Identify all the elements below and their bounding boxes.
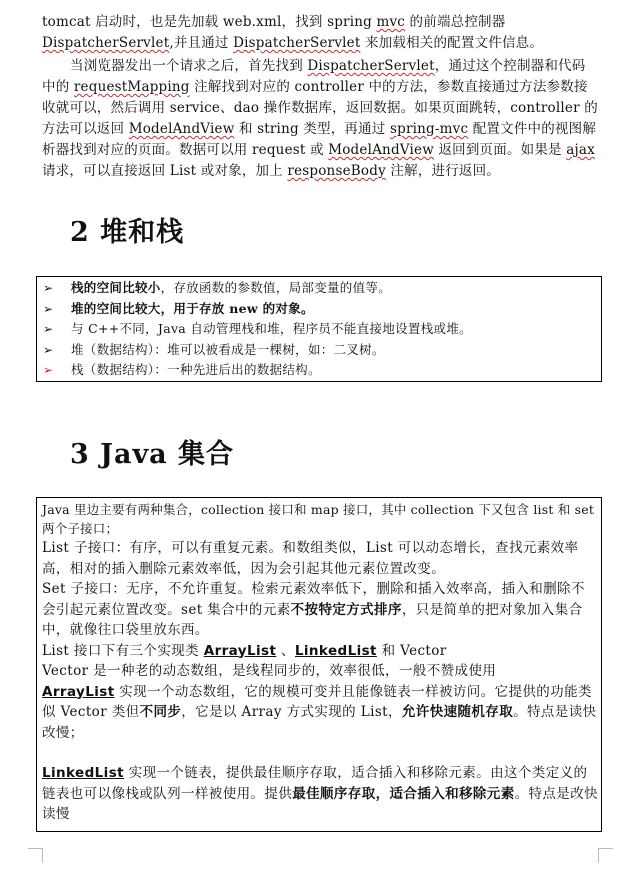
vector-text: Vector 是一种老的动态数组，是线程同步的，效率很低，一般不赞成使用: [42, 663, 497, 679]
linkedlist-text: LinkedList 实现一个链表，提供最佳顺序存取，适合插入和移除元素。由这个类定义的链表也可以像栈或队列一样被使用。提供最佳顺序存取，适合插入和移除元素。特点是改快读慢: [42, 765, 599, 822]
arrow-bullet-icon: ➢: [43, 342, 54, 357]
list-subinterface-text: List 子接口：有序，可以有重复元素。和数组类似，List 可以动态增长，查找元素效率高，相对的插入删除元素效率低，因为会引起其他元素位置改变。: [42, 540, 579, 577]
list-item: ➢ 与 C++不同，Java 自动管理栈和堆，程序员不能直接地设置栈或堆。: [43, 319, 601, 340]
set-subinterface-text: Set 子接口：无序，不允许重复。检索元素效率低下，删除和插入效率高，插入和删除不会引起元素位置改变。set 集合中的元素不按特定方式排序，只是简单的把对象加入集合中，就像往口袋里放东西。: [42, 581, 585, 638]
collections-intro: Java 里边主要有两种集合，collection 接口和 map 接口，其中 collection 下又包含 list 和 set 两个子接口；: [42, 502, 595, 536]
section-heading-java-collections: 3 Java 集合: [70, 439, 235, 470]
list-impl-text: List 接口下有三个实现类 ArrayList 、LinkedList 和 Vector: [42, 642, 447, 659]
java-collections-box: [36, 497, 602, 832]
arrow-bullet-icon: ➢: [43, 281, 54, 295]
page-corner-mark: [28, 848, 43, 863]
list-item: ➢ 栈的空间比较小，存放函数的参数值，局部变量的值等。: [43, 278, 601, 299]
list-item: ➢ 堆（数据结构）：堆可以被看成是一棵树，如：二叉树。: [43, 340, 601, 361]
intro-paragraph-2: 当浏览器发出一个请求之后，首先找到 DispatcherServlet，通过这个控制器和代码中的 requestMapping 注解找到对应的 controller 中的方法，参数直接通过方法参数接收就可以，然后调用 service、dao 操作数据库，返回数据。如果页面跳转，controller 的方法可以返回 ModelAndView 和 string 类型，再通过 spring-mvc 配置文件中的视图解析器找到对应的页面。数据可以用 request 或 ModelAndView 返回到页面。如果是 ajax 请求，可以直接返回 List 或对象，加上 responseBody 注解，进行返回。: [42, 58, 598, 179]
page-corner-mark: [598, 848, 613, 863]
arraylist-text: ArrayList 实现一个动态数组，它的规模可变并且能像链表一样被访问。它提供的功能类似 Vector 类但不同步，它是以 Array 方式实现的 List，允许快速随机存取。特点是读快改慢；: [42, 683, 597, 741]
list-item: ➢ 堆的空间比较大，用于存放 new 的对象。: [43, 299, 601, 320]
intro-paragraph-1: tomcat 启动时，也是先加载 web.xml，找到 spring mvc 的前端总控制器 DispatcherServlet,并且通过 DispatcherServlet 来加载相关的配置文件信息。: [42, 14, 544, 51]
arrow-bullet-icon: ➢: [43, 322, 54, 336]
section-heading-heap-stack: 2 堆和栈: [70, 217, 185, 248]
list-item: ➢ 栈（数据结构）：一种先进后出的数据结构。: [43, 360, 601, 381]
heap-stack-box: [36, 276, 602, 382]
arrow-bullet-icon: ➢: [43, 301, 54, 316]
arrow-bullet-icon: ➢: [43, 363, 54, 377]
